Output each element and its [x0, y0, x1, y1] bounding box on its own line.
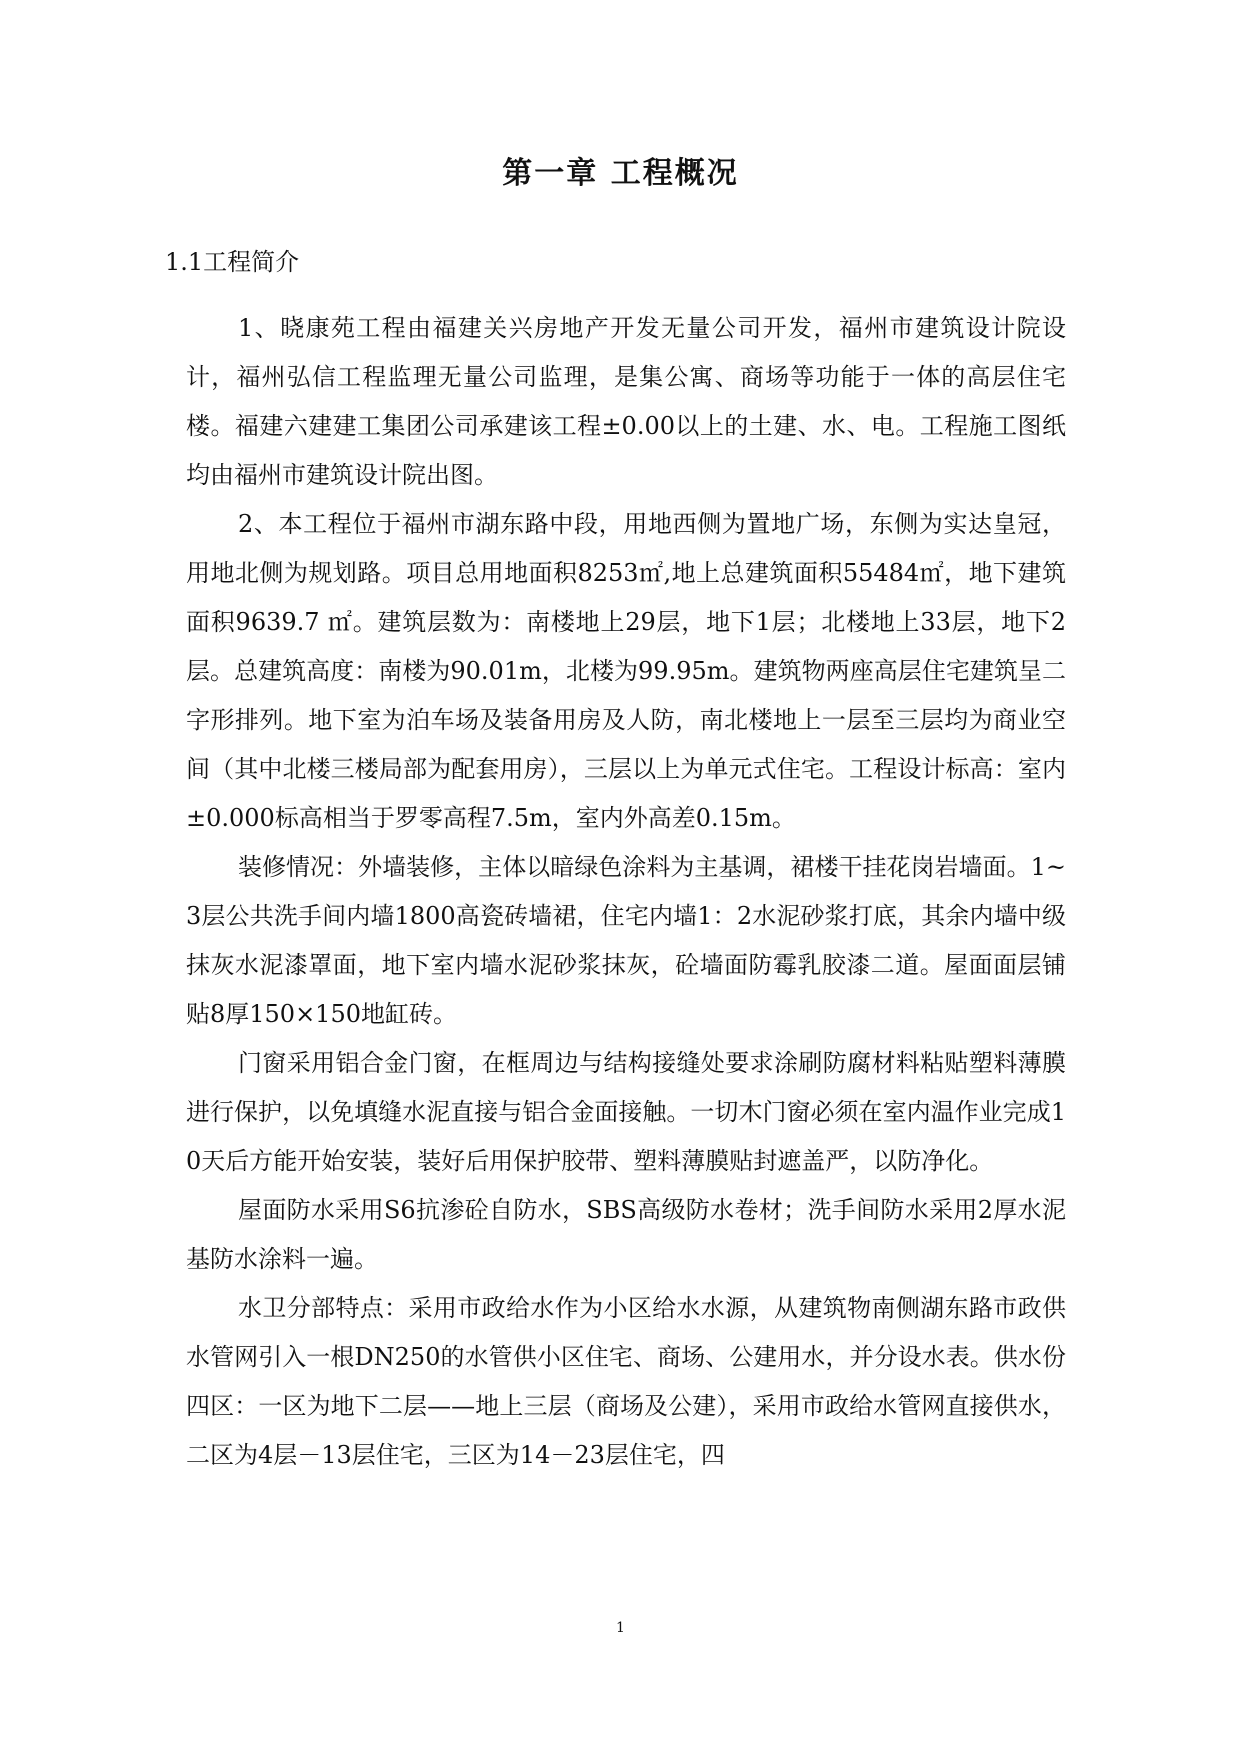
section-heading: 1.1工程简介 [165, 248, 300, 276]
paragraph: 1、晓康苑工程由福建关兴房地产开发无量公司开发，福州市建筑设计院设计，福州弘信工程监理无量公司监理，是集公寓、商场等功能于一体的高层住宅楼。福建六建建工集团公司承建该工程±0.00以上的土建、水、电。工程施工图纸均由福州市建筑设计院出图。 [186, 314, 1066, 489]
chapter-title: 第一章 工程概况 [502, 156, 739, 191]
paragraph: 2、本工程位于福州市湖东路中段，用地西侧为置地广场，东侧为实达皇冠，用地北侧为规划路。项目总用地面积8253㎡,地上总建筑面积55484㎡，地下建筑面积9639.7 ㎡。建筑层数为：南楼地上29层，地下1层；北楼地上33层，地下2层。总建筑高度：南楼为90.01m，北楼为99.95m。建筑物两座高层住宅建筑呈二字形排列。地下室为泊车场及装备用房及人防，南北楼地上一层至三层均为商业空间（其中北楼三楼局部为配套用房），三层以上为单元式住宅。工程设计标高：室内±0.000标高相当于罗零高程7.5m，室内外高差0.15m。 [186, 510, 1066, 832]
page-number: 1 [616, 1620, 625, 1636]
body-text [186, 304, 1066, 1480]
paragraph: 水卫分部特点：采用市政给水作为小区给水水源，从建筑物南侧湖东路市政供水管网引入一根DN250的水管供小区住宅、商场、公建用水，并分设水表。供水份四区：一区为地下二层——地上三层（商场及公建），采用市政给水管网直接供水，二区为4层－13层住宅，三区为14－23层住宅，四 [186, 1294, 1066, 1469]
paragraph: 门窗采用铝合金门窗，在框周边与结构接缝处要求涂刷防腐材料粘贴塑料薄膜进行保护，以免填缝水泥直接与铝合金面接触。一切木门窗必须在室内温作业完成10天后方能开始安装，装好后用保护胶带、塑料薄膜贴封遮盖严，以防净化。 [186, 1049, 1066, 1175]
paragraph: 屋面防水采用S6抗渗砼自防水，SBS高级防水卷材；洗手间防水采用2厚水泥基防水涂料一遍。 [186, 1196, 1066, 1273]
paragraph: 装修情况：外墙装修，主体以暗绿色涂料为主基调，裙楼干挂花岗岩墙面。1~3层公共洗手间内墙1800高瓷砖墙裙，住宅内墙1：2水泥砂浆打底，其余内墙中级抹灰水泥漆罩面，地下室内墙水泥砂浆抹灰，砼墙面防霉乳胶漆二道。屋面面层铺贴8厚150×150地缸砖。 [186, 853, 1066, 1028]
